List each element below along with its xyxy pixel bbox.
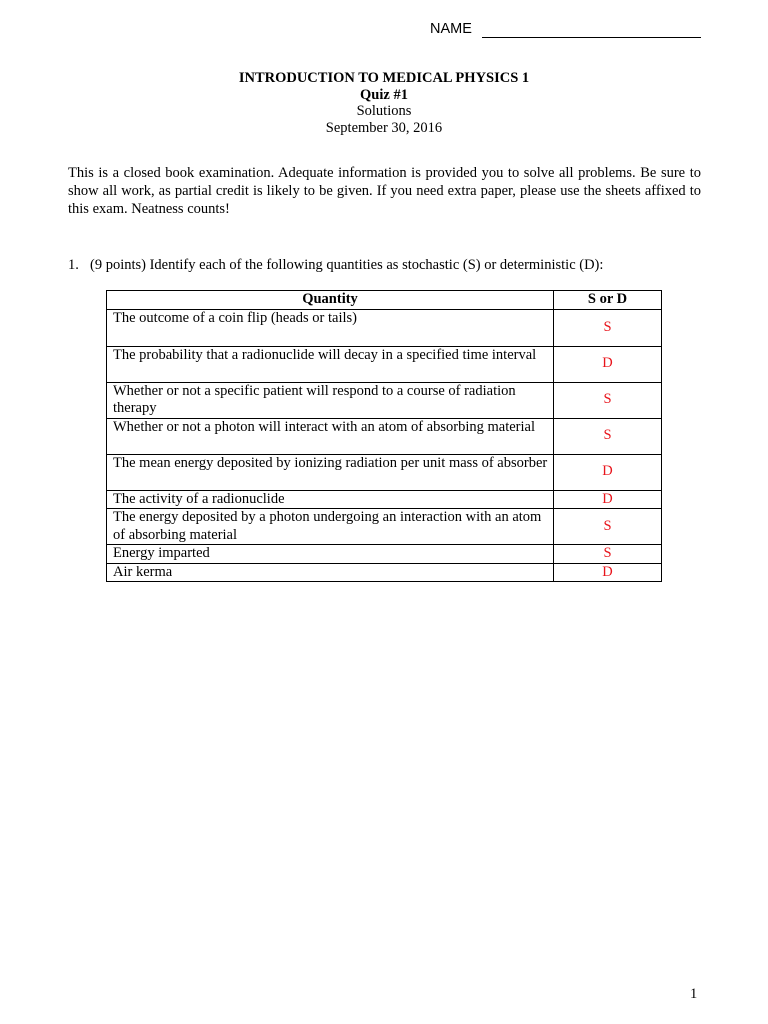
course-title: INTRODUCTION TO MEDICAL PHYSICS 1 — [238, 70, 530, 86]
header-s-or-d: S or D — [554, 291, 662, 310]
quantity-cell: The probability that a radionuclide will decay in a specified time interval — [107, 346, 554, 382]
page-number: 1 — [690, 986, 698, 1002]
quiz-subtitle: Solutions — [356, 103, 412, 119]
header-quantity: Quantity — [107, 291, 554, 310]
name-field — [430, 20, 702, 40]
answer-cell: S — [554, 382, 662, 418]
quantity-cell: Whether or not a specific patient will respond to a course of radiation therapy — [107, 382, 554, 418]
quiz-title: Quiz #1 — [360, 86, 408, 103]
table-row — [107, 509, 662, 545]
question-number: 1. — [68, 257, 79, 273]
quantity-cell: The mean energy deposited by ionizing radiation per unit mass of absorber — [107, 454, 554, 490]
answer-cell: S — [554, 418, 662, 454]
table-row — [107, 563, 662, 582]
table-row — [107, 418, 662, 454]
exam-instructions: This is a closed book examination. Adequate information is provided you to solve all problems. Be sure to show all work, as partial credit is likely to be given. If you need extra paper, please use the sheets affixed to this exam. Neatness counts! — [68, 165, 701, 217]
answer-cell: D — [554, 346, 662, 382]
answer-cell: S — [554, 509, 662, 545]
table-row — [107, 454, 662, 490]
quantity-cell: Whether or not a photon will interact with an atom of absorbing material — [107, 418, 554, 454]
quantity-cell: The energy deposited by a photon undergoing an interaction with an atom of absorbing material — [107, 509, 554, 545]
quantity-cell: Air kerma — [107, 563, 554, 582]
quiz-date: September 30, 2016 — [325, 119, 443, 136]
answer-cell: D — [554, 454, 662, 490]
table-row — [107, 490, 662, 509]
table-row — [107, 309, 662, 346]
quiz-header — [0, 70, 768, 136]
table-row — [107, 346, 662, 382]
quantity-cell: The activity of a radionuclide — [107, 490, 554, 509]
name-blank-line — [482, 37, 701, 38]
question-text: (9 points) Identify each of the following quantities as stochastic (S) or deterministic (D): — [90, 257, 604, 273]
table-row — [107, 545, 662, 564]
name-label: NAME — [430, 21, 472, 37]
quantity-cell: The outcome of a coin flip (heads or tails) — [107, 309, 554, 346]
table-row — [107, 382, 662, 418]
answer-cell: D — [554, 490, 662, 509]
quantity-cell: Energy imparted — [107, 545, 554, 564]
answer-cell: S — [554, 309, 662, 346]
question-1 — [68, 256, 701, 274]
answer-table — [106, 290, 662, 582]
answer-cell: S — [554, 545, 662, 564]
answer-cell: D — [554, 563, 662, 582]
table-header-row — [107, 291, 662, 310]
